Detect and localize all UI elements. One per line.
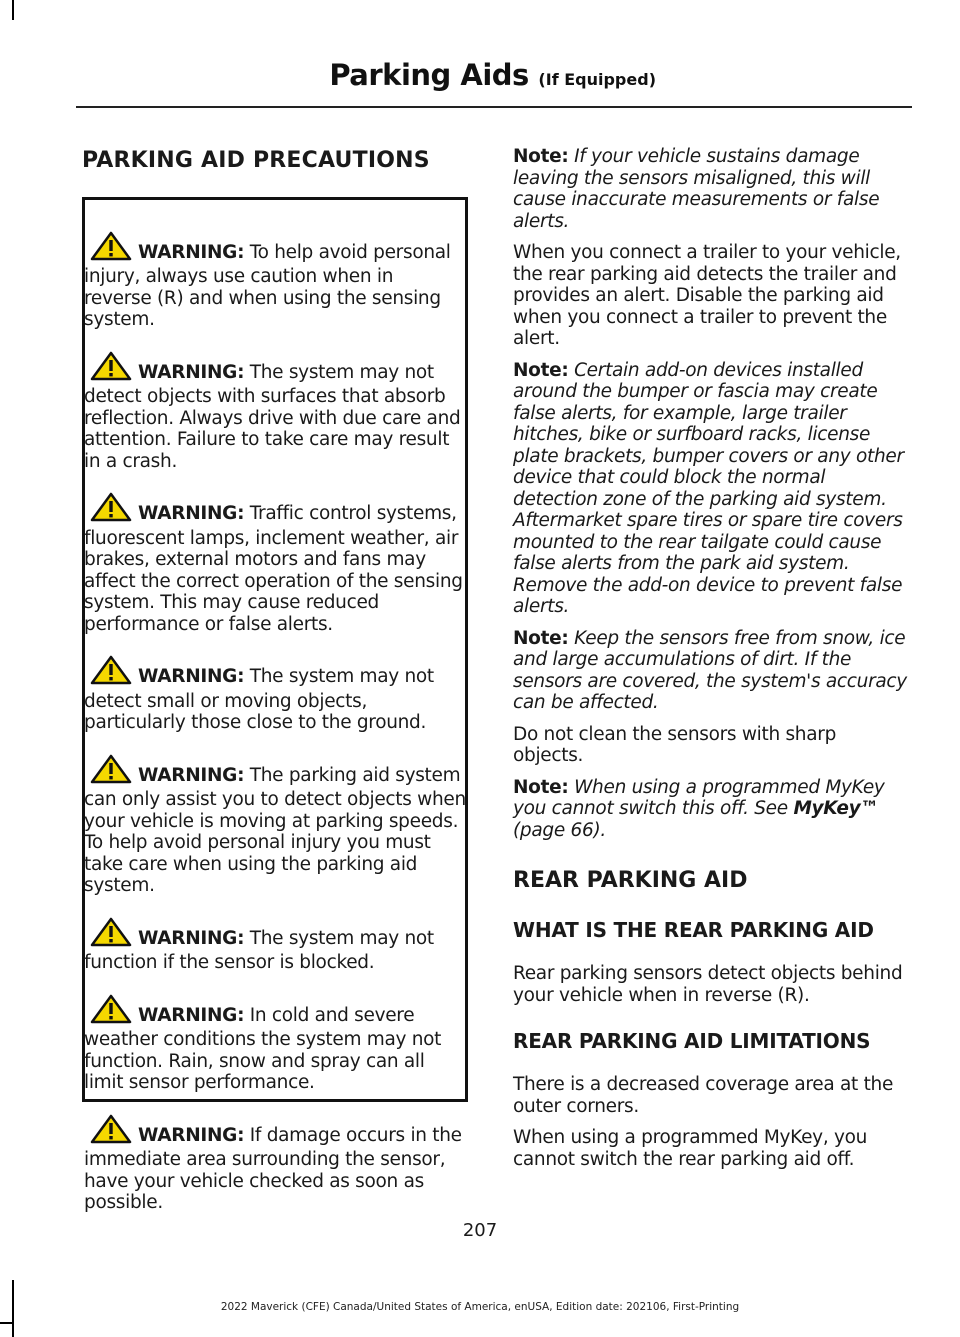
warning-text: If damage occurs in the immediate area surrounding the sensor, have your vehicle checked as soon as possible. — [84, 1124, 462, 1213]
page-number: 207 — [462, 1220, 498, 1241]
paragraph-rear-sensors: Rear parking sensors detect objects behind your vehicle when in reverse (R). — [513, 963, 903, 1006]
heading-rear-parking-aid-limitations: REAR PARKING AID LIMITATIONS — [513, 1029, 871, 1053]
warning-label: WARNING: — [138, 1004, 245, 1026]
warning-text: The system may not detect objects with surfaces that absorb reflection. Always drive with due care and attention. Failure to take care may result in a crash. — [84, 361, 461, 472]
warning-text: To help avoid personal injury, always use caution when in reverse (R) and when using the sensing system. — [84, 241, 451, 330]
warning-label: WARNING: — [138, 503, 245, 524]
paragraph-mykey: When using a programmed MyKey, you cannot switch the rear parking aid off. — [513, 1127, 868, 1170]
note-add-on-devices: Note: Certain add-on devices installed around the bumper or fascia may create false alerts, for example, large trailer hitches, bike or surfboard racks, license plate brackets, bumper covers or any other device that could block the normal detection zone of the parking aid system. Aftermarket spare tires or spare tire covers mounted to the rear tailgate could cause false alerts from the park aid system. Remove the add-on device to prevent false alerts. — [513, 359, 904, 617]
warning-label: WARNING: — [138, 666, 245, 687]
warning-text: The system may not detect small or moving objects, particularly those close to the ground. — [84, 666, 434, 733]
header-title: Parking Aids — [329, 58, 529, 92]
warning-item — [84, 1114, 466, 1214]
paragraph-coverage: There is a decreased coverage area at the outer corners. — [513, 1074, 894, 1117]
warning-list — [84, 212, 466, 1234]
warning-item — [84, 917, 466, 974]
warning-text: The parking aid system can only assist you to detect objects when your vehicle is moving at parking speeds. To help avoid personal injury you must take care when using the parking aid system. — [84, 764, 466, 896]
crop-mark-top-left — [12, 0, 14, 20]
section-heading-precautions: PARKING AID PRECAUTIONS — [82, 148, 430, 173]
warning-triangle-icon — [90, 231, 132, 267]
note-keep-sensors-free: Note: Keep the sensors free from snow, ice and large accumulations of dirt. If the sensors are covered, the system's accuracy can be affected. — [513, 627, 907, 713]
warning-triangle-icon — [90, 492, 132, 528]
header-subtitle: (If Equipped) — [538, 70, 656, 89]
warning-item — [84, 994, 466, 1094]
warning-triangle-icon — [90, 1114, 132, 1150]
warning-item — [84, 351, 466, 473]
warning-label: WARNING: — [138, 361, 245, 383]
heading-what-is-rear-parking-aid: WHAT IS THE REAR PARKING AID — [513, 918, 874, 942]
warning-triangle-icon — [90, 994, 132, 1030]
warning-triangle-icon — [90, 754, 132, 790]
running-header — [329, 58, 656, 92]
warning-item — [84, 754, 466, 897]
warning-item — [84, 655, 466, 734]
paragraph-cleaning: Do not clean the sensors with sharp objects. — [513, 723, 837, 766]
warning-text: In cold and severe weather conditions the system may not function. Rain, snow and spray can all limit sensor performance. — [84, 1004, 442, 1093]
warning-item — [84, 231, 466, 331]
warning-triangle-icon — [90, 917, 132, 953]
paragraph-trailer: When you connect a trailer to your vehicle, the rear parking aid detects the trailer and provides an alert. Disable the parking aid when you connect a trailer to prevent the alert. — [513, 242, 901, 349]
warning-label: WARNING: — [138, 927, 245, 949]
warning-label: WARNING: — [138, 764, 245, 786]
note-damage: Note: If your vehicle sustains damage leaving the sensors misaligned, this will cause inaccurate measurements or false alerts. — [513, 146, 880, 232]
crop-mark-bottom-left-h — [0, 1322, 14, 1324]
warning-label: WARNING: — [138, 1124, 245, 1146]
warning-triangle-icon — [90, 351, 132, 387]
warning-text: The system may not function if the sensor is blocked. — [84, 927, 434, 973]
header-rule — [76, 106, 912, 108]
right-column — [513, 146, 907, 1180]
warning-item — [84, 492, 466, 635]
heading-rear-parking-aid: REAR PARKING AID — [513, 868, 748, 893]
warning-triangle-icon — [90, 655, 132, 691]
footer-edition: 2022 Maverick (CFE) Canada/United States of America, enUSA, Edition date: 202106, First-Printing — [220, 1301, 740, 1313]
warning-label: WARNING: — [138, 241, 245, 263]
left-column — [82, 146, 474, 176]
note-mykey: Note: When using a programmed MyKey you cannot switch this off. See MyKey™ (page 66). — [513, 776, 885, 841]
mykey-reference-link[interactable]: MyKey™ — [793, 798, 879, 819]
warning-text: Traffic control systems, fluorescent lamps, inclement weather, air brakes, external motors and fans may affect the correct operation of the sensing system. This may cause reduced performance or false alerts. — [84, 503, 463, 635]
